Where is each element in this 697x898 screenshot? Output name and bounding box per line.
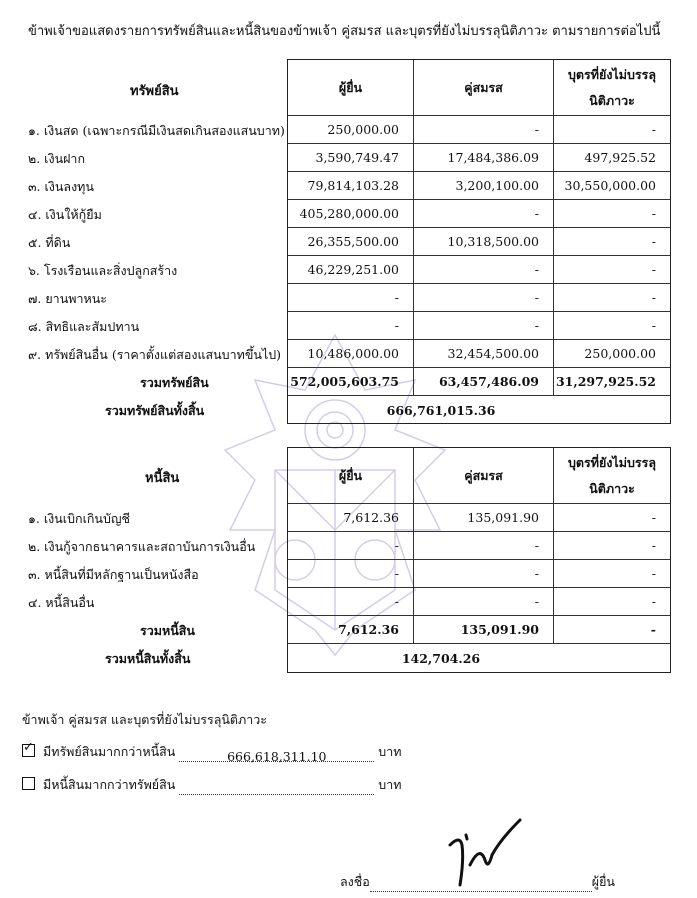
row-child-value: 497,925.52 bbox=[554, 144, 670, 172]
total-filer-value: 7,612.36 bbox=[288, 616, 414, 644]
row-filer-value: 7,612.36 bbox=[288, 504, 414, 532]
column-header-filer: ผู้ยื่น bbox=[288, 60, 414, 116]
row-spouse-value: 10,318,500.00 bbox=[414, 228, 554, 256]
row-label: ๘. สิทธิและสัมปทาน bbox=[28, 319, 140, 334]
row-child-value: - bbox=[554, 560, 670, 588]
checkbox-unchecked[interactable] bbox=[22, 777, 35, 790]
row-label: ๗. ยานพาหนะ bbox=[28, 291, 107, 306]
row-label: ๓. หนี้สินที่มีหลักฐานเป็นหนังสือ bbox=[28, 567, 199, 582]
row-spouse-value: 32,454,500.00 bbox=[414, 340, 554, 368]
row-child-value: 250,000.00 bbox=[554, 340, 670, 368]
signature-label: ลงชื่อ bbox=[340, 874, 370, 889]
row-spouse-value: - bbox=[414, 200, 554, 228]
column-header-filer: ผู้ยื่น bbox=[288, 448, 414, 504]
row-filer-value: - bbox=[288, 284, 414, 312]
option2-value bbox=[179, 782, 374, 795]
total-label: รวมหนี้สิน bbox=[140, 623, 195, 638]
option-liabilities-exceed[interactable] bbox=[22, 775, 401, 795]
row-child-value: - bbox=[554, 588, 670, 616]
column-header-spouse: คู่สมรส bbox=[414, 448, 554, 504]
grand-total-value: 666,761,015.36 bbox=[386, 402, 496, 418]
assets-table bbox=[287, 59, 671, 424]
column-header-child: บุตรที่ยังไม่บรรลุนิติภาวะ bbox=[554, 448, 670, 504]
total-spouse-value: 135,091.90 bbox=[414, 616, 554, 644]
option2-label: มีหนี้สินมากกว่าทรัพย์สิน bbox=[42, 777, 176, 792]
summary-heading: ข้าพเจ้า คู่สมรส และบุตรที่ยังไม่บรรลุนิติภาวะ bbox=[22, 712, 268, 727]
row-filer-value: - bbox=[288, 560, 414, 588]
row-label: ๒. เงินฝาก bbox=[28, 151, 86, 166]
row-filer-value: 79,814,103.28 bbox=[288, 172, 414, 200]
row-child-value: - bbox=[554, 504, 670, 532]
row-filer-value: - bbox=[288, 588, 414, 616]
row-spouse-value: - bbox=[414, 532, 554, 560]
row-label: ๓. เงินลงทุน bbox=[28, 179, 94, 194]
row-label: ๕. ที่ดิน bbox=[28, 235, 71, 250]
row-label: ๑. เงินสด (เฉพาะกรณีมีเงินสดเกินสองแสนบาท) bbox=[28, 123, 285, 138]
row-filer-value: - bbox=[288, 312, 414, 340]
row-spouse-value: - bbox=[414, 116, 554, 144]
row-label: ๔. เงินให้กู้ยืม bbox=[28, 207, 102, 222]
checkbox-checked[interactable]: ✓ bbox=[23, 740, 34, 755]
signature-role: ผู้ยื่น bbox=[591, 874, 615, 889]
row-spouse-value: - bbox=[414, 560, 554, 588]
row-label: ๖. โรงเรือนและสิ่งปลูกสร้าง bbox=[28, 263, 178, 278]
row-filer-value: 405,280,000.00 bbox=[288, 200, 414, 228]
row-filer-value: 26,355,500.00 bbox=[288, 228, 414, 256]
row-spouse-value: 3,200,100.00 bbox=[414, 172, 554, 200]
total-child-value: 31,297,925.52 bbox=[554, 368, 670, 396]
option2-unit: บาท bbox=[378, 777, 402, 792]
row-child-value: - bbox=[554, 228, 670, 256]
column-header-spouse: คู่สมรส bbox=[414, 60, 554, 116]
assets-heading: ทรัพย์สิน bbox=[130, 84, 179, 99]
liabilities-table bbox=[287, 447, 671, 673]
row-child-value: - bbox=[554, 284, 670, 312]
row-child-value: - bbox=[554, 256, 670, 284]
row-child-value: - bbox=[554, 200, 670, 228]
row-filer-value: 3,590,749.47 bbox=[288, 144, 414, 172]
row-label: ๒. เงินกู้จากธนาคารและสถาบันการเงินอื่น bbox=[28, 539, 256, 554]
row-spouse-value: - bbox=[414, 312, 554, 340]
intro-text: ข้าพเจ้าขอแสดงรายการทรัพย์สินและหนี้สินของข้าพเจ้า คู่สมรส และบุตรที่ยังไม่บรรลุนิติภาวะ ตามรายการต่อไปนี้ bbox=[28, 24, 661, 39]
signature-line bbox=[340, 872, 615, 892]
total-child-value: - bbox=[554, 616, 670, 644]
row-child-value: - bbox=[554, 312, 670, 340]
row-filer-value: 10,486,000.00 bbox=[288, 340, 414, 368]
row-filer-value: 46,229,251.00 bbox=[288, 256, 414, 284]
total-spouse-value: 63,457,486.09 bbox=[414, 368, 554, 396]
grand-total-label: รวมทรัพย์สินทั้งสิ้น bbox=[105, 403, 205, 418]
grand-total-value: 142,704.26 bbox=[401, 650, 481, 666]
signature-field bbox=[370, 879, 592, 892]
total-filer-value: 572,005,603.75 bbox=[288, 368, 414, 396]
row-child-value: - bbox=[554, 116, 670, 144]
row-spouse-value: - bbox=[414, 256, 554, 284]
option-assets-exceed[interactable] bbox=[22, 742, 401, 762]
row-spouse-value: 17,484,386.09 bbox=[414, 144, 554, 172]
row-label: ๔. หนี้สินอื่น bbox=[28, 595, 95, 610]
row-spouse-value: 135,091.90 bbox=[414, 504, 554, 532]
total-label: รวมทรัพย์สิน bbox=[140, 375, 209, 390]
row-label: ๑. เงินเบิกเกินบัญชี bbox=[28, 511, 131, 526]
row-label: ๙. ทรัพย์สินอื่น (ราคาตั้งแต่สองแสนบาทขึ้นไป) bbox=[28, 347, 282, 362]
option1-unit: บาท bbox=[378, 744, 402, 759]
row-child-value: - bbox=[554, 532, 670, 560]
option1-value: 666,618,311.10 bbox=[179, 749, 374, 762]
column-header-child: บุตรที่ยังไม่บรรลุนิติภาวะ bbox=[554, 60, 670, 116]
grand-total-label: รวมหนี้สินทั้งสิ้น bbox=[105, 651, 191, 666]
row-spouse-value: - bbox=[414, 588, 554, 616]
option1-label: มีทรัพย์สินมากกว่าหนี้สิน bbox=[42, 744, 176, 759]
row-filer-value: - bbox=[288, 532, 414, 560]
row-child-value: 30,550,000.00 bbox=[554, 172, 670, 200]
row-filer-value: 250,000.00 bbox=[288, 116, 414, 144]
liabilities-heading: หนี้สิน bbox=[145, 471, 180, 486]
row-spouse-value: - bbox=[414, 284, 554, 312]
